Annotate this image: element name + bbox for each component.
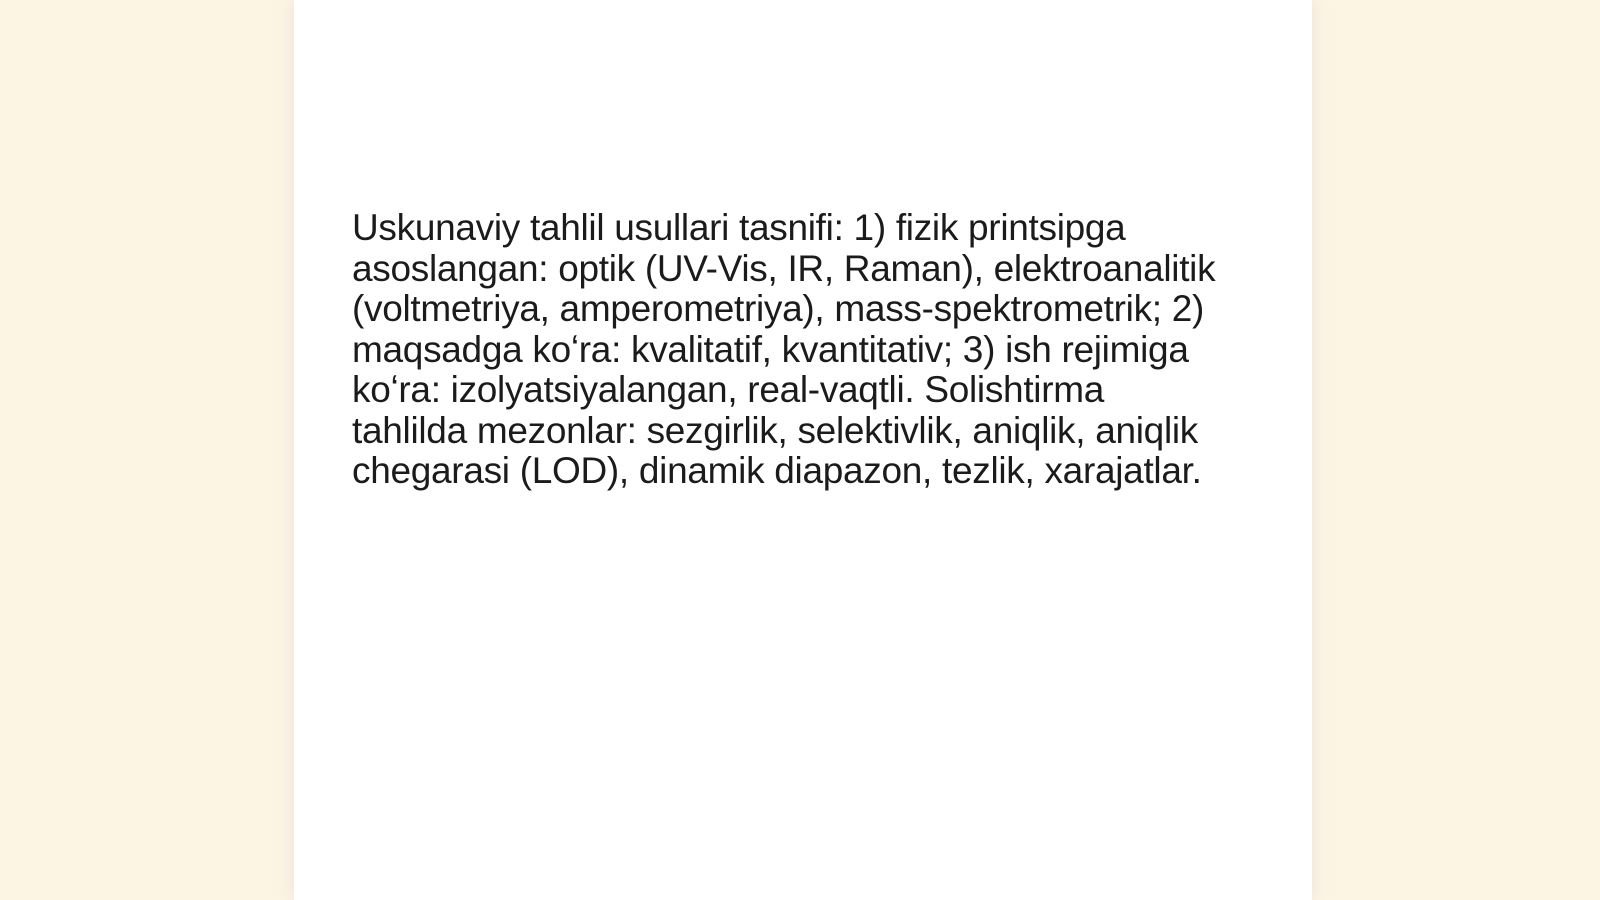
paragraph-line: asoslangan: optik (UV-Vis, IR, Raman), elektroanalitik: [352, 247, 1216, 289]
paragraph-line: (voltmetriya, amperometriya), mass-spektrometrik; 2): [352, 288, 1205, 329]
paragraph-line: maqsadga koʻra: kvalitatif, kvantitativ; 3) ish rejimiga: [352, 328, 1189, 370]
paragraph: [352, 208, 1252, 492]
paragraph-line: chegarasi (LOD), dinamik diapazon, tezlik, xarajatlar.: [352, 450, 1202, 491]
paragraph-line: tahlilda mezonlar: sezgirlik, selektivlik, aniqlik, aniqlik: [352, 409, 1198, 451]
paragraph-line: koʻra: izolyatsiyalangan, real-vaqtli. Solishtirma: [352, 369, 1105, 410]
paragraph-line: Uskunaviy tahlil usullari tasnifi: 1) fizik printsipga: [352, 207, 1126, 248]
content-card: [294, 0, 1312, 900]
